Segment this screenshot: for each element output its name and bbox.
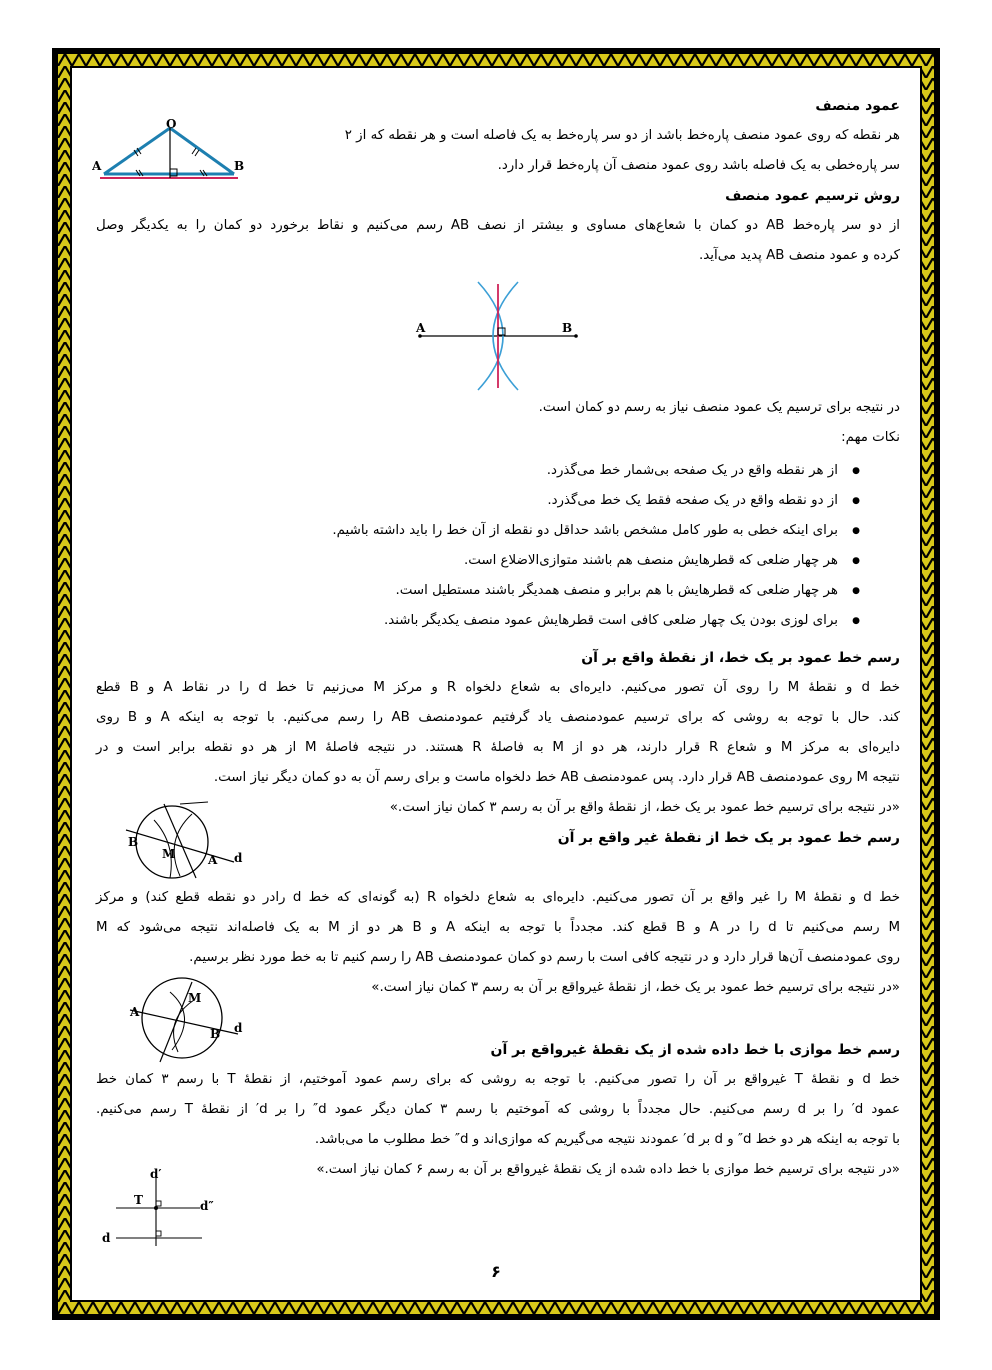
list-item: ● برای اینکه خطی به طور کامل مشخص باشد حداقل دو نقطه از آن خط را باید داشته باشیم.	[98, 516, 838, 546]
label-o: O	[166, 117, 177, 131]
label-t: T	[134, 1193, 143, 1207]
figure-isosceles-triangle	[92, 116, 252, 186]
label-d-prime: d′	[150, 1167, 162, 1181]
label-b: B	[234, 159, 245, 173]
figure-parallel-line	[98, 1164, 228, 1250]
figure-perp-off-line	[124, 976, 250, 1066]
label-d: d	[234, 1021, 243, 1035]
paragraph-line: از دو سر پاره‌خط AB دو کمان با شعاع‌های مساوی و بیشتر از نصف AB رسم می‌کنیم و نقاط برخورد دو کمان را به یکدیگر وصل	[96, 218, 901, 233]
label-d: d	[102, 1231, 111, 1245]
quote-line: «در نتیجه برای ترسیم خط موازی با خط داده شده از یک نقطهٔ غیرواقع بر آن به رسم ۶ کمان نیاز است.»	[316, 1162, 900, 1177]
paragraph-line: کرده و عمود منصف AB پدید می‌آید.	[699, 248, 900, 263]
list-item: ● هر چهار ضلعی که قطرهایش با هم برابر و منصف همدیگر باشند مستطیل است.	[98, 576, 838, 606]
title-perpendicular-bisector: عمود منصف	[815, 98, 900, 114]
paragraph-line: خط d و نقطهٔ T غیرواقع بر آن را تصور می‌کنیم. با توجه به روشی که برای رسم عمود آموختیم، از نقطهٔ T با رسم ۳ کمان خط	[96, 1072, 901, 1087]
page-number: ۶	[491, 1262, 501, 1281]
paragraph-line: کند. حال با توجه به روشی که برای ترسیم عمودمنصف یاد گرفتیم عمودمنصف AB را رسم می‌کنیم. با توجه به اینکه A و B روی	[96, 710, 901, 725]
notes-title: نکات مهم:	[841, 430, 900, 445]
label-d-double-prime: d″	[200, 1199, 214, 1213]
quote-line: «در نتیجه برای ترسیم خط عمود بر یک خط، از نقطهٔ واقع بر آن به رسم ۳ کمان نیاز است.»	[389, 800, 900, 815]
label-b: B	[128, 835, 139, 849]
notes-list	[98, 456, 860, 636]
title-bisector-method: روش ترسیم عمود منصف	[725, 188, 900, 204]
paragraph-line: خط d و نقطهٔ M را روی آن تصور می‌کنیم. دایره‌ای به شعاع دلخواه R و مرکز M می‌زنیم تا خط d را در نقاط A و B قطع	[96, 680, 900, 695]
paragraph-line: روی عمودمنصف آن‌ها قرار دارد و در نتیجه کافی است با رسم دو کمان عمودمنصف AB را رسم کنیم تا به خط مورد نظر برسیم.	[189, 950, 900, 965]
list-item: ● از هر نقطه واقع در یک صفحه بی‌شمار خط می‌گذرد.	[98, 456, 838, 486]
label-m: M	[162, 847, 176, 861]
list-item: ● از دو نقطه واقع در یک صفحه فقط یک خط می‌گذرد.	[98, 486, 838, 516]
title-parallel-line: رسم خط موازی با خط داده شده از یک نقطهٔ غیرواقع بر آن	[490, 1042, 900, 1058]
page-content	[96, 92, 900, 1292]
title-perp-on-point: رسم خط عمود بر یک خط، از نقطهٔ واقع بر آن	[581, 650, 900, 666]
label-m: M	[188, 991, 202, 1005]
figure-perp-on-line	[122, 800, 248, 880]
list-item: ● هر چهار ضلعی که قطرهایش منصف هم باشند متوازی‌الاضلاع است.	[98, 546, 838, 576]
label-a: A	[130, 1005, 140, 1019]
paragraph-line: هر نقطه که روی عمود منصف پاره‌خط باشد از دو سر پاره‌خط به یک فاصله است و هر نقطه که از ۲	[344, 128, 900, 143]
paragraph-line: M رسم می‌کنیم تا d را در A و B قطع کند. مجدداً با توجه به اینکه A و B هر دو از M به یک فاصله‌اند نتیجه می‌شود که M	[96, 920, 901, 935]
label-d: d	[234, 851, 243, 865]
label-a: A	[92, 159, 102, 173]
paragraph-line: خط d و نقطهٔ M را غیر واقع بر آن تصور می‌کنیم. دایره‌ای به شعاع دلخواه R (به گونه‌ای که خط d رادر دو نقطه قطع کند) و مرکز	[96, 890, 901, 905]
label-b: B	[210, 1027, 221, 1041]
quote-line: «در نتیجه برای ترسیم خط عمود بر یک خط، از نقطهٔ غیرواقع بر آن به رسم ۳ کمان نیاز است.»	[371, 980, 900, 995]
paragraph-line: عمود d′ را بر d رسم می‌کنیم. حال مجدداً با روشی که آموختیم با رسم ۳ کمان دیگر عمود d″ را بر d′ از نقطهٔ T رسم می‌کنیم.	[96, 1102, 900, 1117]
label-a: A	[208, 853, 218, 867]
paragraph-line: با توجه به اینکه هر دو خط d″ و d بر d′ عمودند نتیجه می‌گیریم که موازی‌اند و d″ خط مطلوب ما می‌باشد.	[314, 1132, 900, 1147]
figure-bisector-construction	[410, 280, 590, 392]
paragraph-line: نتیجه M روی عمودمنصف AB قرار دارد. پس عمودمنصف AB خط دلخواه ماست و برای رسم آن به دو کمان دیگر نیاز است.	[213, 770, 900, 785]
title-perp-off-point: رسم خط عمود بر یک خط از نقطهٔ غیر واقع بر آن	[557, 830, 900, 846]
list-item: ● برای لوزی بودن یک چهار ضلعی کافی است قطرهایش عمود منصف یکدیگر باشند.	[98, 606, 838, 636]
label-b: B	[562, 321, 573, 335]
paragraph-line: سر پاره‌خطی به یک فاصله باشد روی عمود منصف آن پاره‌خط قرار دارد.	[497, 158, 900, 173]
paragraph-line: در نتیجه برای ترسیم یک عمود منصف نیاز به رسم دو کمان است.	[538, 400, 900, 415]
paragraph-line: دایره‌ای به مرکز M و شعاع R قرار دارند، هر دو از M به فاصلهٔ R هستند. در نتیجه فاصلهٔ M از هر دو نقطه برابر است و در	[96, 740, 900, 755]
label-a: A	[416, 321, 426, 335]
